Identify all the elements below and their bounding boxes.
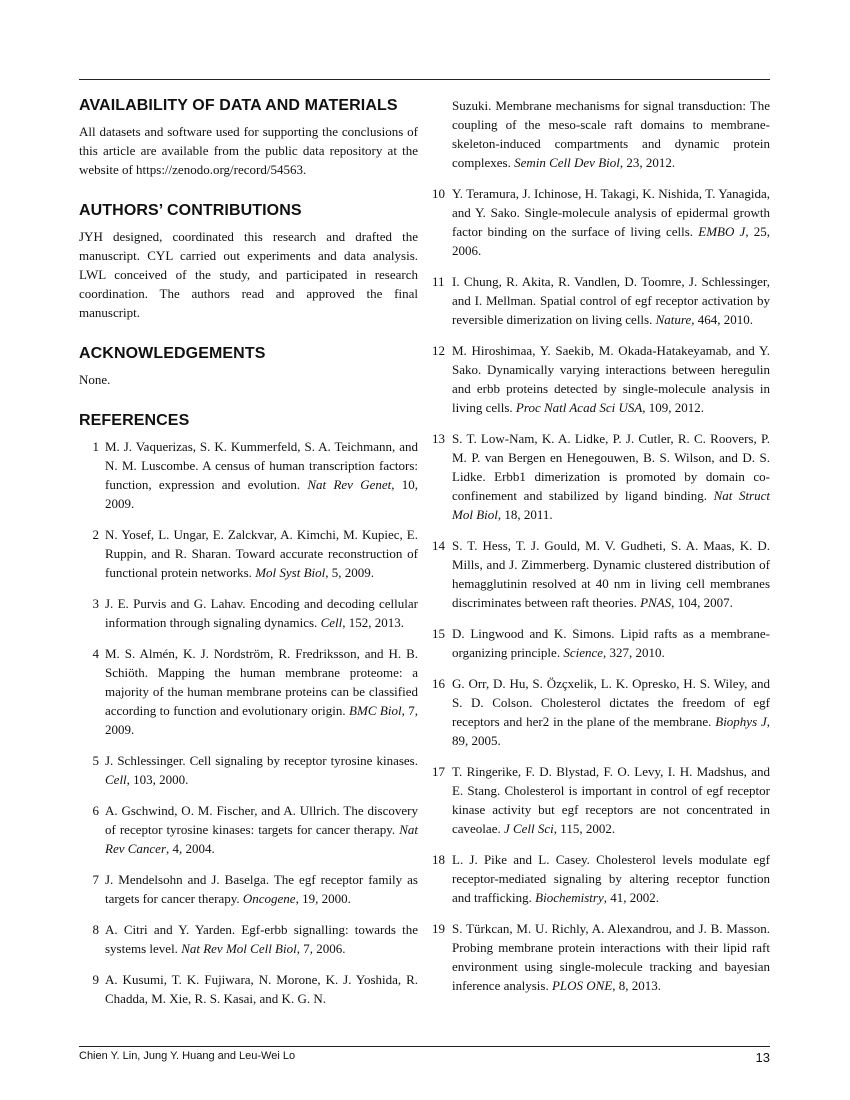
ref-tail: , 89, 2005. bbox=[452, 714, 771, 748]
ref-authors: J. Mendelsohn and J. Baselga. The egf receptor family as targets for cancer therapy. bbox=[105, 872, 418, 906]
ref-tail: , 115, 2002. bbox=[553, 821, 616, 836]
ref-text bbox=[452, 341, 770, 417]
ref-text bbox=[452, 674, 770, 750]
ref-authors: S. T. Low-Nam, K. A. Lidke, P. J. Cutler, R. C. Roovers, P. M. P. van Bergen en Henegouwen, B. S. Wilson, and D. S. Lidke. Erbb1 dimerization is promoted by domain co-confinement and stabilized by ligand binding. bbox=[452, 431, 770, 503]
ref-authors: Suzuki. Membrane mechanisms for signal transduction: The coupling of the meso-scale raft domains to membrane-skeleton-induced compartments and dynamic protein complexes. bbox=[452, 98, 770, 170]
ref-journal: Proc Natl Acad Sci USA bbox=[515, 400, 643, 415]
ref-text bbox=[105, 870, 418, 908]
acknowledgements-section bbox=[79, 344, 418, 389]
ref-text bbox=[105, 525, 418, 582]
ref-tail: , 4, 2004. bbox=[166, 841, 215, 856]
ref-text bbox=[452, 762, 770, 838]
ref-text bbox=[452, 184, 770, 260]
ref-journal: J Cell Sci bbox=[503, 821, 554, 836]
reference-item bbox=[432, 850, 770, 907]
reference-item bbox=[79, 525, 418, 582]
contributions-heading: AUTHORS’ CONTRIBUTIONS bbox=[79, 202, 302, 219]
ref-tail: , 464, 2010. bbox=[691, 312, 753, 327]
ref-text bbox=[105, 437, 418, 513]
reference-item bbox=[79, 437, 418, 513]
ref-authors: S. Türkcan, M. U. Richly, A. Alexandrou, and J. B. Masson. Probing membrane protein interactions with their lipid raft environment using single-molecule tracking and bayesian inference analysis. bbox=[452, 921, 770, 993]
ref-text bbox=[105, 751, 418, 789]
reference-item bbox=[432, 919, 770, 995]
ref-journal: Science bbox=[563, 645, 604, 660]
footer-authors: Chien Y. Lin, Jung Y. Huang and Leu-Wei Lo bbox=[79, 1050, 296, 1062]
reference-item bbox=[432, 536, 770, 612]
ref-number: 10 bbox=[432, 186, 445, 201]
ref-tail: , 23, 2012. bbox=[619, 155, 676, 170]
ref-authors: J. Schlessinger. Cell signaling by receptor tyrosine kinases. bbox=[105, 753, 418, 768]
ref-number: 17 bbox=[432, 764, 445, 779]
ref-journal: Nat Rev Genet bbox=[307, 477, 392, 492]
ref-number: 19 bbox=[432, 921, 445, 936]
ref-journal: Biochemistry bbox=[535, 890, 604, 905]
ref-number: 2 bbox=[92, 527, 99, 542]
ref-authors: M. Hiroshimaa, Y. Saekib, M. Okada-Hatakeyamab, and Y. Sako. Dynamically varying interactions between heregulin and erbb proteins detected by single-molecule analysis in living cells. bbox=[452, 343, 770, 415]
ref-text bbox=[105, 970, 418, 1008]
ref-tail: , 327, 2010. bbox=[603, 645, 665, 660]
reference-item bbox=[79, 970, 418, 1008]
ref-number: 1 bbox=[92, 439, 99, 454]
reference-item bbox=[432, 429, 770, 524]
reference-item bbox=[79, 594, 418, 632]
ref-tail: , 5, 2009. bbox=[325, 565, 374, 580]
ref-tail: , 109, 2012. bbox=[642, 400, 705, 415]
ref-authors: M. S. Almén, K. J. Nordström, R. Fredriksson, and H. B. Schiöth. Mapping the human membrane proteome: a majority of the human membrane proteins can be classified according to function and evolutionary origin. bbox=[105, 646, 418, 718]
ref-number: 6 bbox=[92, 803, 99, 818]
ref-tail: , 18, 2011. bbox=[497, 507, 553, 522]
ref-tail: , 104, 2007. bbox=[671, 595, 733, 610]
reference-item bbox=[79, 751, 418, 789]
ref-text bbox=[452, 272, 770, 329]
ref-authors: M. J. Vaquerizas, S. K. Kummerfeld, S. A. Teichmann, and N. M. Luscombe. A census of human transcription factors: function, expression and evolution. bbox=[105, 439, 418, 492]
ref-journal: EMBO J bbox=[698, 224, 746, 239]
availability-text: All datasets and software used for supporting the conclusions of this article are available from the public data repository at the website of https://zenodo.org/record/54563. bbox=[79, 124, 418, 177]
page-footer bbox=[79, 1050, 770, 1065]
ref-text bbox=[105, 920, 418, 958]
ref-text bbox=[105, 594, 418, 632]
ref-journal: Oncogene bbox=[242, 891, 296, 906]
ref-journal: Semin Cell Dev Biol bbox=[514, 155, 620, 170]
ref-authors: G. Orr, D. Hu, S. Özçxelik, L. K. Opresko, H. S. Wiley, and S. D. Colson. Cholesterol dictates the freedom of egf receptors and her2 in the plane of the membrane. bbox=[452, 676, 770, 729]
bottom-rule bbox=[79, 1046, 770, 1047]
contributions-section bbox=[79, 201, 418, 322]
acknowledgements-heading: ACKNOWLEDGEMENTS bbox=[79, 345, 266, 362]
ref-tail: , 8, 2013. bbox=[612, 978, 662, 993]
ref-text bbox=[452, 624, 770, 662]
reference-item bbox=[79, 870, 418, 908]
ref-number: 11 bbox=[432, 274, 445, 289]
ref-text bbox=[452, 429, 770, 524]
ref-authors: S. T. Hess, T. J. Gould, M. V. Gudheti, S. A. Maas, K. D. Mills, and J. Zimmerberg. Dynamic clustered distribution of hemagglutinin resolved at 40 nm in living cell membranes discriminates between raft theories. bbox=[452, 538, 770, 610]
ref-journal: BMC Biol bbox=[349, 703, 402, 718]
page-number: 13 bbox=[755, 1050, 770, 1065]
ref-tail: , 7, 2006. bbox=[296, 941, 346, 956]
references-section bbox=[79, 411, 418, 1008]
ref-authors: L. J. Pike and L. Casey. Cholesterol levels modulate egf receptor-mediated signaling by altering receptor function and trafficking. bbox=[452, 852, 770, 905]
availability-heading: AVAILABILITY OF DATA AND MATERIALS bbox=[79, 97, 398, 114]
ref-authors: N. Yosef, L. Ungar, E. Zalckvar, A. Kimchi, M. Kupiec, E. Ruppin, and R. Sharan. Toward accurate reconstruction of functional protein networks. bbox=[105, 527, 418, 580]
references-heading: REFERENCES bbox=[79, 412, 190, 429]
ref-text bbox=[105, 644, 418, 739]
ref-journal: Mol Syst Biol bbox=[255, 565, 326, 580]
ref-number: 5 bbox=[92, 753, 99, 768]
ref-text bbox=[452, 536, 770, 612]
ref-authors: A. Citri and Y. Yarden. Egf-erbb signalling: towards the systems level. bbox=[105, 922, 418, 956]
ref-authors: A. Gschwind, O. M. Fischer, and A. Ullrich. The discovery of receptor tyrosine kinases: targets for cancer therapy. bbox=[105, 803, 418, 837]
ref-authors: D. Lingwood and K. Simons. Lipid rafts as a membrane-organizing principle. bbox=[452, 626, 770, 660]
ref-number: 4 bbox=[92, 646, 99, 661]
ref-tail: , 25, 2006. bbox=[452, 224, 771, 258]
ref-number: 13 bbox=[432, 431, 445, 446]
ref-text bbox=[452, 850, 770, 907]
ref-text bbox=[105, 801, 418, 858]
ref-number: 3 bbox=[92, 596, 99, 611]
ref-number: 18 bbox=[432, 852, 445, 867]
reference-item bbox=[79, 644, 418, 739]
ref-authors: J. E. Purvis and G. Lahav. Encoding and decoding cellular information through signaling dynamics. bbox=[105, 596, 418, 630]
right-column bbox=[432, 96, 770, 1007]
reference-item bbox=[79, 801, 418, 858]
ref-number: 8 bbox=[92, 922, 99, 937]
reference-item bbox=[432, 674, 770, 750]
reference-9-continuation bbox=[432, 96, 770, 172]
reference-item bbox=[432, 272, 770, 329]
ref-text bbox=[452, 919, 770, 995]
ref-number: 12 bbox=[432, 343, 445, 358]
ref-journal: Nat Struct Mol Biol bbox=[452, 488, 771, 522]
ref-number: 14 bbox=[432, 538, 445, 553]
reference-list-right bbox=[432, 184, 770, 995]
reference-list-left bbox=[79, 437, 418, 1008]
ref-authors: A. Kusumi, T. K. Fujiwara, N. Morone, K. J. Yoshida, R. Chadda, M. Xie, R. S. Kasai, and K. G. N. bbox=[105, 972, 418, 1006]
contributions-text: JYH designed, coordinated this research and drafted the manuscript. CYL carried out experiments and data analysis. LWL conceived of the study, and participated in research coordination. The authors read and approved the final manuscript. bbox=[79, 229, 418, 320]
ref-number: 9 bbox=[92, 972, 99, 987]
ref-number: 7 bbox=[92, 872, 99, 887]
ref-journal: Cell bbox=[320, 615, 343, 630]
ref-authors: I. Chung, R. Akita, R. Vandlen, D. Toomre, J. Schlessinger, and I. Mellman. Spatial control of egf receptor activation by reversible dimerization on living cells. bbox=[452, 274, 770, 327]
ref-journal: PNAS bbox=[640, 595, 672, 610]
reference-item bbox=[432, 624, 770, 662]
reference-item bbox=[432, 184, 770, 260]
reference-item bbox=[432, 762, 770, 838]
ref-tail: , 41, 2002. bbox=[603, 890, 659, 905]
ref-tail: , 7, 2009. bbox=[105, 703, 419, 737]
ref-tail: , 152, 2013. bbox=[342, 615, 404, 630]
ref-journal: Biophys J bbox=[715, 714, 767, 729]
ref-tail: , 103, 2000. bbox=[126, 772, 189, 787]
ref-tail: , 19, 2000. bbox=[295, 891, 351, 906]
reference-item bbox=[79, 920, 418, 958]
ref-journal: Nat Rev Cancer bbox=[105, 822, 419, 856]
ref-journal: PLOS ONE bbox=[551, 978, 613, 993]
reference-item bbox=[432, 341, 770, 417]
ref-tail: , 10, 2009. bbox=[105, 477, 419, 511]
top-rule bbox=[79, 79, 770, 80]
ref-authors: T. Ringerike, F. D. Blystad, F. O. Levy, I. H. Madshus, and E. Stang. Cholesterol is important in control of egf receptor kinase activity but egf receptors are not concentrated in caveolae. bbox=[452, 764, 770, 836]
ref-journal: Cell bbox=[105, 772, 127, 787]
ref-authors: Y. Teramura, J. Ichinose, H. Takagi, K. Nishida, T. Yanagida, and Y. Sako. Single-molecule analysis of epidermal growth factor binding on the surface of living cells. bbox=[452, 186, 770, 239]
availability-section bbox=[79, 96, 418, 179]
acknowledgements-text: None. bbox=[79, 372, 111, 387]
ref-journal: Nature bbox=[655, 312, 692, 327]
ref-number: 15 bbox=[432, 626, 445, 641]
left-column bbox=[79, 96, 418, 1020]
ref-journal: Nat Rev Mol Cell Biol bbox=[181, 941, 297, 956]
ref-number: 16 bbox=[432, 676, 445, 691]
